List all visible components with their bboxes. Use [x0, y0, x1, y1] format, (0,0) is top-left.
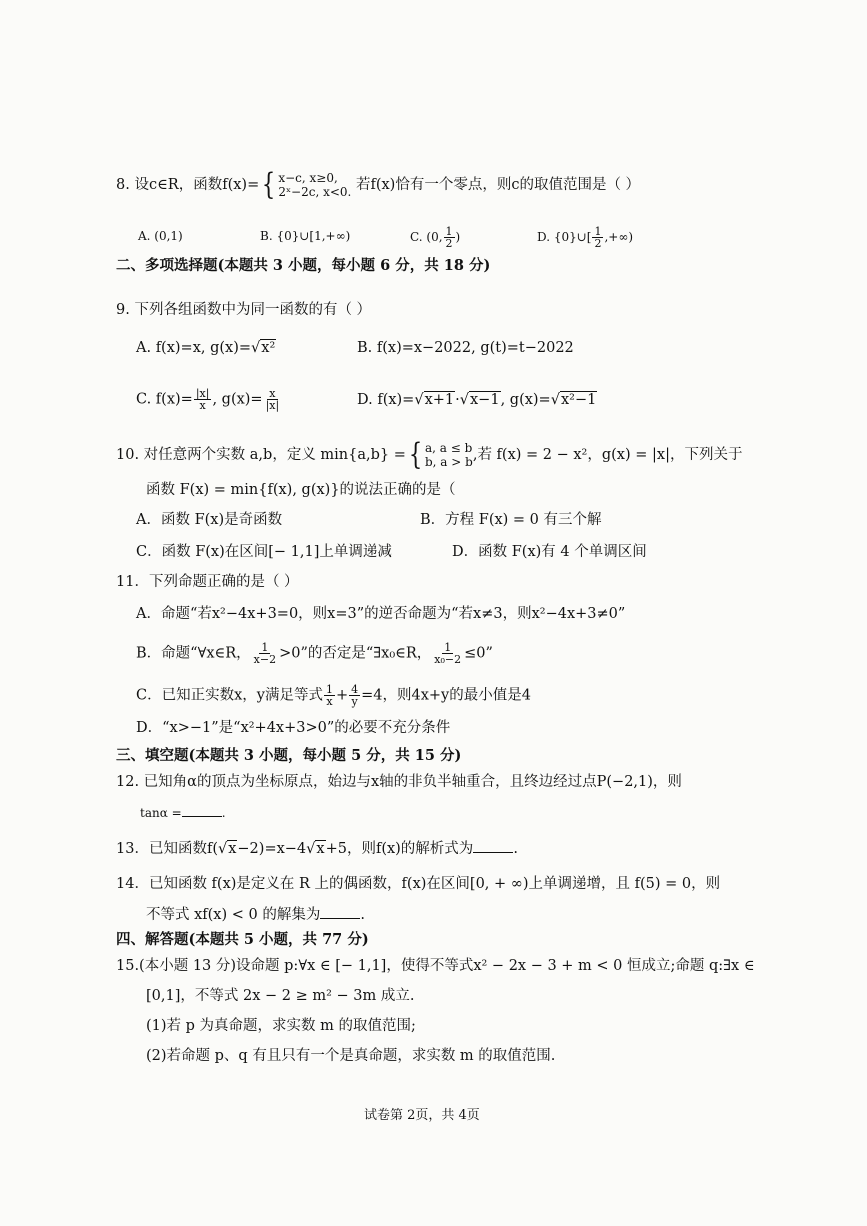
- q9-option-b: B. f(x)=x−2022, g(t)=t−2022: [357, 340, 574, 356]
- q8-c-pre: C. (0,: [410, 230, 443, 244]
- q9-option-d: D. f(x)=√x+1·√x−1, g(x)=√x²−1: [357, 392, 597, 408]
- q8-c-fraction: $\frac{1}{2}$: [445, 225, 453, 250]
- q11-option-a: A．命题“若x²−4x+3=0，则x=3”的逆否命题为“若x≠3，则x²−4x+3≠0”: [136, 606, 626, 622]
- q9-option-c: C. f(x)= $\frac{|x|}{x}$ , g(x)= $\frac{x}{|x|}$: [136, 387, 280, 412]
- question-14-line-1: 14．已知函数 f(x)是定义在 R 上的偶函数，f(x)在区间[0, + ∞)上单调递增，且 f(5) = 0，则: [116, 876, 721, 892]
- q8-d-pre: D. {0}∪[: [537, 230, 592, 244]
- question-15-line-1: 15.(本小题 13 分)设命题 p:∀x ∈ [− 1,1]，使得不等式x² − 2x − 3 + m < 0 恒成立;命题 q:∃x ∈: [116, 958, 755, 974]
- q10-option-c: C．函数 F(x)在区间[− 1,1]上单调递减: [136, 544, 392, 560]
- q13-answer-blank: [473, 838, 513, 853]
- q9-c-fraction-2: $\frac{x}{|x|}$: [265, 387, 280, 412]
- q11-c-fraction-1: $\frac{1}{x}$: [325, 683, 333, 708]
- q10-option-b: B．方程 F(x) = 0 有三个解: [420, 512, 602, 528]
- q8-case1: x−c, x≥0,: [278, 171, 338, 185]
- question-8-stem: [116, 167, 641, 202]
- question-14-line-2: 不等式 xf(x) < 0 的解集为 .: [146, 904, 365, 925]
- section-4-heading: 四、解答题(本题共 5 小题，共 77 分): [116, 931, 369, 948]
- question-15-part-2: (2)若命题 p、q 有且只有一个是真命题，求实数 m 的取值范围.: [146, 1048, 556, 1064]
- question-15-line-2: [0,1]，不等式 2x − 2 ≥ m² − 3m 成立.: [146, 988, 415, 1004]
- q8-option-b: B. {0}∪[1,+∞): [260, 229, 351, 243]
- q11-option-d: D．“x>−1”是“x²+4x+3>0”的必要不充分条件: [136, 720, 451, 736]
- page-footer: 试卷第 2页，共 4页: [364, 1108, 480, 1123]
- q8-stem-b: 若f(x)恰有一个零点，则c的取值范围是（ ）: [355, 177, 641, 193]
- q8-piecewise: { x−c, x≥0, 2ˣ−2c, x<0.: [262, 167, 352, 202]
- q11-c-fraction-2: $\frac{4}{y}$: [351, 683, 359, 708]
- q8-stem-a: 8. 设c∈R，函数f(x)=: [116, 177, 260, 193]
- q10-piecewise: { a, a ≤ b b, a > b: [408, 437, 473, 472]
- question-12-line-2: tanα = .: [140, 802, 226, 823]
- q8-option-a: A. (0,1): [138, 229, 183, 243]
- section-3-heading: 三、填空题(本题共 3 小题，每小题 5 分，共 15 分): [116, 747, 462, 764]
- q8-option-c: [410, 226, 460, 249]
- q8-case2: 2ˣ−2c, x<0.: [278, 185, 352, 199]
- question-10-stem: 10. 对任意两个实数 a,b，定义 min{a,b} = { a, a ≤ b b, a > b ,若 f(x) = 2 − x²，g(x) = |x|，下列关于: [116, 437, 743, 472]
- q8-d-post: ,+∞): [604, 230, 634, 244]
- q8-c-post: ): [455, 230, 461, 244]
- q11-b-fraction-1: $\frac{1}{x-2}$: [253, 641, 277, 666]
- question-13: 13．已知函数f(√x−2)=x−4√x+5，则f(x)的解析式为 .: [116, 838, 518, 859]
- q10-option-a: A．函数 F(x)是奇函数: [136, 512, 283, 528]
- q10-line-2: 函数 F(x) = min{f(x), g(x)}的说法正确的是（: [146, 482, 456, 498]
- q12-answer-blank: [182, 802, 222, 817]
- q8-option-d: [537, 226, 633, 249]
- q9-c-fraction-1: $\frac{|x|}{x}$: [195, 387, 210, 412]
- question-15-part-1: (1)若 p 为真命题，求实数 m 的取值范围;: [146, 1018, 416, 1034]
- section-2-heading: 二、多项选择题(本题共 3 小题，每小题 6 分，共 18 分): [116, 257, 491, 274]
- q11-option-c: C．已知正实数x，y满足等式 $\frac{1}{x}$ + $\frac{4}{y}$ =4，则4x+y的最小值是4: [136, 683, 531, 708]
- q9-option-a: A. f(x)=x, g(x)=√x²: [136, 340, 276, 356]
- q11-option-b: B．命题“∀x∈R， $\frac{1}{x-2}$ >0”的否定是“∃x₀∈R， $\frac{1}{\text{x₀−2}}$ ≤0”: [136, 641, 493, 666]
- q8-d-fraction: $\frac{1}{2}$: [594, 225, 602, 250]
- q11-b-fraction-2: $\frac{1}{\text{x₀−2}}$: [434, 641, 462, 666]
- question-12-line-1: 12. 已知角α的顶点为坐标原点，始边与x轴的非负半轴重合，且终边经过点P(−2,1)，则: [116, 774, 682, 790]
- q14-answer-blank: [320, 904, 360, 919]
- question-11-stem: 11．下列命题正确的是（ ）: [116, 574, 299, 590]
- q10-option-d: D．函数 F(x)有 4 个单调区间: [452, 544, 647, 560]
- question-9-stem: 9. 下列各组函数中为同一函数的有（ ）: [116, 302, 372, 318]
